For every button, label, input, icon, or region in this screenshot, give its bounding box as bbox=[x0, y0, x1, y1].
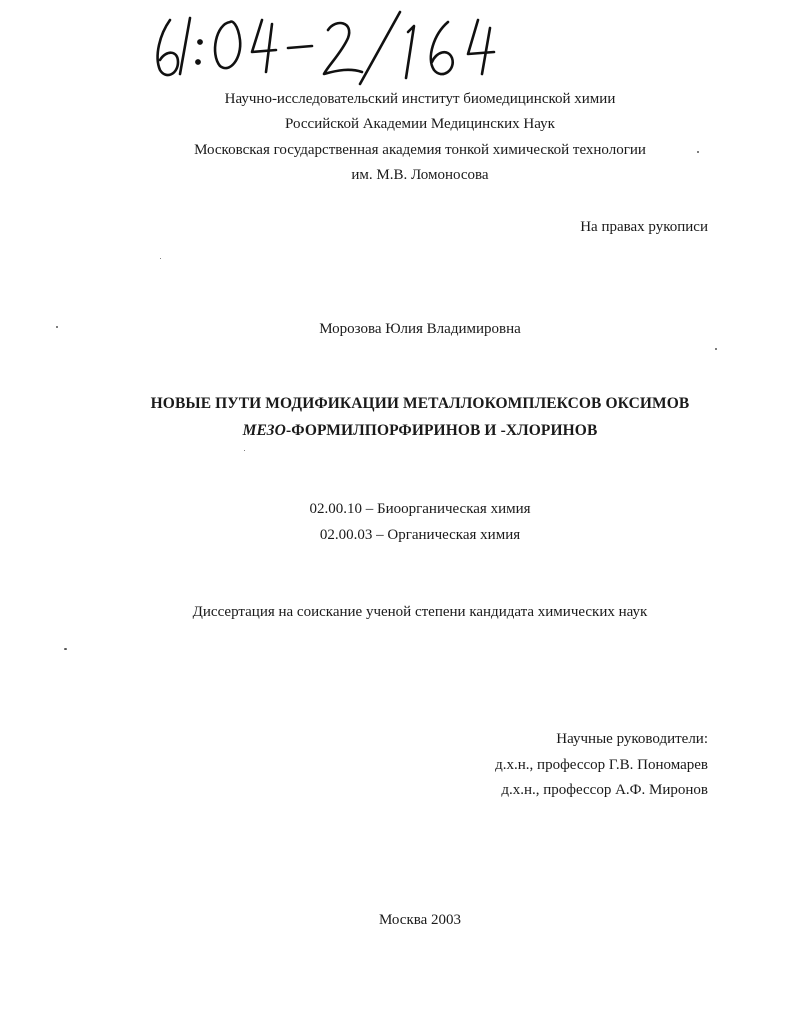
specialty-line-2: 02.00.03 – Органическая химия bbox=[319, 527, 521, 543]
dissertation-note: Диссертация на соискание ученой степени кандидата химических наук bbox=[192, 604, 648, 620]
dissertation-title-line-2 bbox=[0, 422, 798, 440]
scan-speck bbox=[56, 326, 58, 328]
supervisor-2: д.х.н., профессор А.Ф. Миронов bbox=[501, 782, 708, 798]
scan-speck bbox=[160, 258, 161, 259]
scan-speck bbox=[244, 450, 245, 451]
rights-note: На правах рукописи bbox=[580, 219, 708, 235]
institution-line-1: Научно-исследовательский институт биомедицинской химии bbox=[224, 91, 616, 107]
institution-line-2: Российской Академии Медицинских Наук bbox=[285, 116, 555, 132]
specialty-line-1: 02.00.10 – Биоорганическая химия bbox=[309, 501, 531, 517]
title-line-2-rest: -ФОРМИЛПОРФИРИНОВ И -ХЛОРИНОВ bbox=[285, 422, 598, 439]
author-name: Морозова Юлия Владимировна bbox=[319, 321, 521, 337]
scan-speck bbox=[697, 151, 699, 153]
institution-line-4: им. М.В. Ломоносова bbox=[351, 167, 489, 183]
scan-speck bbox=[64, 648, 67, 650]
institution-line-3: Московская государственная академия тонкой химической технологии bbox=[194, 142, 646, 158]
handwritten-code-stamp bbox=[148, 8, 508, 88]
supervisors-heading: Научные руководители: bbox=[556, 731, 708, 747]
supervisor-1: д.х.н., профессор Г.В. Пономарев bbox=[495, 757, 708, 773]
title-meso-prefix: МЕЗО bbox=[242, 422, 286, 439]
scan-speck bbox=[715, 348, 717, 350]
dissertation-title-line-1: НОВЫЕ ПУТИ МОДИФИКАЦИИ МЕТАЛЛОКОМПЛЕКСОВ ОКСИМОВ bbox=[150, 395, 690, 412]
place-year: Москва 2003 bbox=[378, 912, 462, 928]
